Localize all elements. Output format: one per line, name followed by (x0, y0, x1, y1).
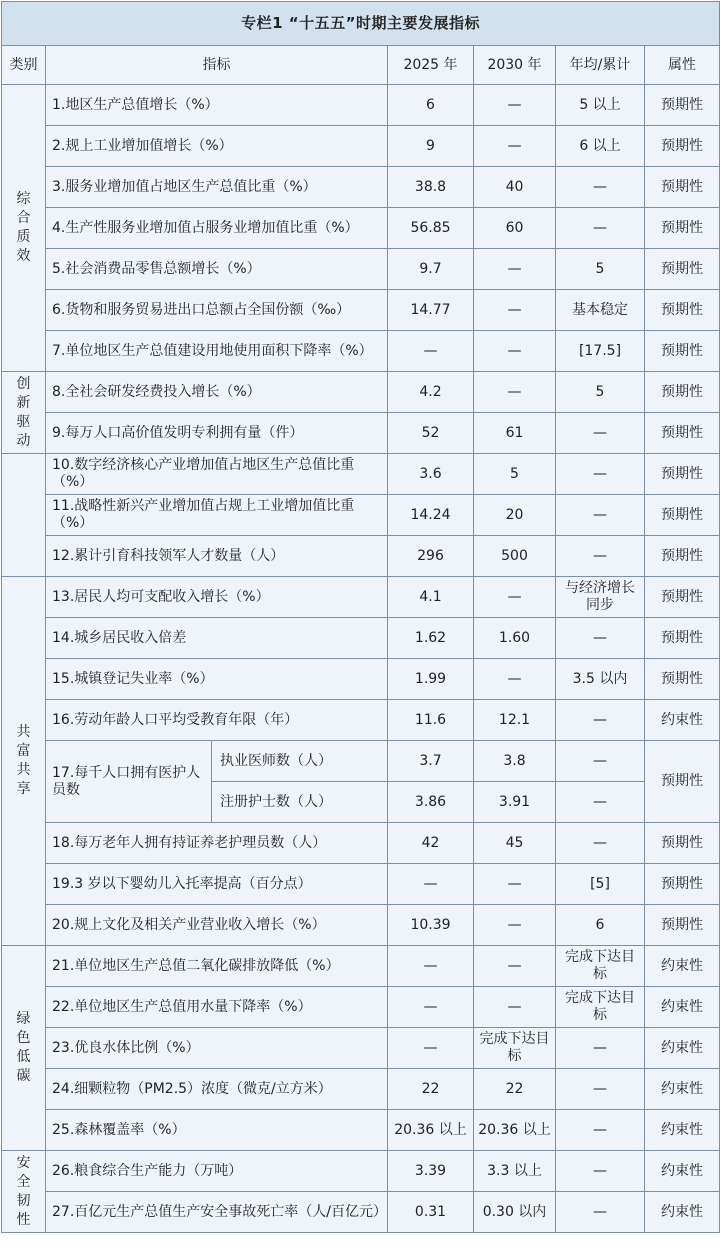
value-2030: — (474, 987, 556, 1028)
value-2030: — (474, 331, 556, 372)
table-row (2, 823, 720, 864)
indicator-name: 24.细颗粒物（PM2.5）浓度（微克/立方米） (46, 1069, 388, 1110)
value-2030: — (474, 249, 556, 290)
value-2025: 3.7 (388, 741, 474, 782)
category-cell (2, 85, 46, 372)
value-avg: — (556, 782, 645, 823)
value-attr: 预期性 (645, 741, 720, 823)
value-avg: — (556, 1110, 645, 1151)
value-avg: — (556, 1192, 645, 1233)
value-attr: 约束性 (645, 987, 720, 1028)
indicator-name: 3.服务业增加值占地区生产总值比重（%） (46, 167, 388, 208)
value-attr: 约束性 (645, 1028, 720, 1069)
value-avg: 5 (556, 249, 645, 290)
table-row (2, 331, 720, 372)
value-attr: 预期性 (645, 290, 720, 331)
category-label: 综合质效 (16, 191, 31, 264)
table-row (2, 1069, 720, 1110)
value-avg: 完成下达目标 (556, 987, 645, 1028)
value-2030: 20 (474, 495, 556, 536)
value-2030: 22 (474, 1069, 556, 1110)
table-row (2, 454, 720, 495)
indicator-name: 2.规上工业增加值增长（%） (46, 126, 388, 167)
value-2025: 20.36 以上 (388, 1110, 474, 1151)
value-avg: — (556, 823, 645, 864)
category-cell (2, 454, 46, 577)
value-2025: 14.77 (388, 290, 474, 331)
value-2030: 5 (474, 454, 556, 495)
value-2030: — (474, 85, 556, 126)
value-2030: — (474, 864, 556, 905)
value-attr: 预期性 (645, 126, 720, 167)
indicator-name: 23.优良水体比例（%） (46, 1028, 388, 1069)
value-attr: 预期性 (645, 577, 720, 618)
category-label: 绿色低碳 (16, 1011, 31, 1084)
value-avg: 5 以上 (556, 85, 645, 126)
indicator-name: 27.百亿元生产总值生产安全事故死亡率（人/百亿元） (46, 1192, 388, 1233)
header-indicator: 指标 (46, 46, 388, 85)
table-row (2, 167, 720, 208)
value-2025: 6 (388, 85, 474, 126)
value-2030: 500 (474, 536, 556, 577)
value-attr: 预期性 (645, 208, 720, 249)
value-2025: 10.39 (388, 905, 474, 946)
value-2030: 20.36 以上 (474, 1110, 556, 1151)
indicator-name: 13.居民人均可支配收入增长（%） (46, 577, 388, 618)
table-row (2, 126, 720, 167)
header-attr: 属性 (645, 46, 720, 85)
value-avg: — (556, 1069, 645, 1110)
value-2025: 42 (388, 823, 474, 864)
table-title: 专栏1 “十五五”时期主要发展指标 (2, 2, 720, 46)
value-2030: 40 (474, 167, 556, 208)
indicator-name: 25.森林覆盖率（%） (46, 1110, 388, 1151)
category-label: 安全韧性 (16, 1154, 31, 1228)
value-2025: — (388, 987, 474, 1028)
indicator-name: 11.战略性新兴产业增加值占规上工业增加值比重（%） (46, 495, 388, 536)
value-attr: 预期性 (645, 536, 720, 577)
table-row (2, 495, 720, 536)
value-avg: — (556, 454, 645, 495)
indicator-name: 4.生产性服务业增加值占服务业增加值比重（%） (46, 208, 388, 249)
table-row (2, 1192, 720, 1233)
indicator-name: 12.累计引育科技领军人才数量（人） (46, 536, 388, 577)
table-row (2, 618, 720, 659)
table-row (2, 372, 720, 413)
indicator-name: 16.劳动年龄人口平均受教育年限（年） (46, 700, 388, 741)
indicator-name: 18.每万老年人拥有持证养老护理员数（人） (46, 823, 388, 864)
indicator-name: 9.每万人口高价值发明专利拥有量（件） (46, 413, 388, 454)
table-row (2, 1028, 720, 1069)
category-label: 创新驱动 (16, 375, 31, 449)
value-avg: 与经济增长同步 (556, 577, 645, 618)
value-avg: [17.5] (556, 331, 645, 372)
value-avg: 基本稳定 (556, 290, 645, 331)
value-2025: — (388, 331, 474, 372)
value-avg: — (556, 741, 645, 782)
category-cell (2, 372, 46, 454)
value-2025: 9 (388, 126, 474, 167)
value-2030: 3.3 以上 (474, 1151, 556, 1192)
value-avg: — (556, 700, 645, 741)
value-2030: 12.1 (474, 700, 556, 741)
indicator-name: 22.单位地区生产总值用水量下降率（%） (46, 987, 388, 1028)
value-2025: — (388, 864, 474, 905)
header-2030: 2030 年 (474, 46, 556, 85)
value-attr: 预期性 (645, 85, 720, 126)
value-attr: 预期性 (645, 495, 720, 536)
indicator-name: 21.单位地区生产总值二氧化碳排放降低（%） (46, 946, 388, 987)
value-avg: — (556, 1028, 645, 1069)
value-avg: — (556, 1151, 645, 1192)
value-attr: 约束性 (645, 700, 720, 741)
sub-indicator-name: 执业医师数（人） (212, 741, 388, 782)
value-attr: 预期性 (645, 864, 720, 905)
value-attr: 约束性 (645, 1069, 720, 1110)
value-2025: 3.6 (388, 454, 474, 495)
value-2030: — (474, 905, 556, 946)
indicator-name: 7.单位地区生产总值建设用地使用面积下降率（%） (46, 331, 388, 372)
table-row (2, 249, 720, 290)
value-2025: 296 (388, 536, 474, 577)
value-attr: 约束性 (645, 946, 720, 987)
category-cell (2, 577, 46, 946)
indicator-name: 5.社会消费品零售总额增长（%） (46, 249, 388, 290)
table-row (2, 85, 720, 126)
value-avg: 完成下达目标 (556, 946, 645, 987)
value-2030: — (474, 577, 556, 618)
value-2030: — (474, 290, 556, 331)
value-avg: — (556, 495, 645, 536)
indicator-name: 14.城乡居民收入倍差 (46, 618, 388, 659)
sub-indicator-name: 注册护士数（人） (212, 782, 388, 823)
value-2030: 45 (474, 823, 556, 864)
value-attr: 预期性 (645, 454, 720, 495)
indicator-name: 26.粮食综合生产能力（万吨） (46, 1151, 388, 1192)
indicator-name: 10.数字经济核心产业增加值占地区生产总值比重（%） (46, 454, 388, 495)
category-cell (2, 1151, 46, 1233)
value-2030: 3.8 (474, 741, 556, 782)
value-attr: 预期性 (645, 331, 720, 372)
value-2030: 1.60 (474, 618, 556, 659)
indicator-name: 1.地区生产总值增长（%） (46, 85, 388, 126)
value-2025: 1.62 (388, 618, 474, 659)
value-avg: — (556, 208, 645, 249)
value-2025: 11.6 (388, 700, 474, 741)
value-2030: — (474, 372, 556, 413)
table-row (2, 700, 720, 741)
value-2025: 3.86 (388, 782, 474, 823)
header-category: 类别 (2, 46, 46, 85)
indicator-name: 19.3 岁以下婴幼儿入托率提高（百分点） (46, 864, 388, 905)
value-attr: 预期性 (645, 905, 720, 946)
value-2030: 3.91 (474, 782, 556, 823)
value-attr: 预期性 (645, 618, 720, 659)
value-2025: 9.7 (388, 249, 474, 290)
header-2025: 2025 年 (388, 46, 474, 85)
indicator-name: 6.货物和服务贸易进出口总额占全国份额（‰） (46, 290, 388, 331)
value-attr: 预期性 (645, 249, 720, 290)
value-avg: — (556, 413, 645, 454)
table-row (2, 208, 720, 249)
value-2025: — (388, 946, 474, 987)
value-2030: — (474, 126, 556, 167)
table-row (2, 577, 720, 618)
value-2025: 22 (388, 1069, 474, 1110)
value-avg: 6 (556, 905, 645, 946)
category-cell (2, 946, 46, 1151)
value-2025: 14.24 (388, 495, 474, 536)
table-row (2, 905, 720, 946)
value-2025: 1.99 (388, 659, 474, 700)
value-attr: 预期性 (645, 372, 720, 413)
table-row (2, 741, 720, 782)
table-row (2, 536, 720, 577)
value-avg: 3.5 以内 (556, 659, 645, 700)
indicator-name: 17.每千人口拥有医护人员数 (46, 741, 212, 823)
category-label: 共富共享 (16, 724, 31, 797)
value-2025: 52 (388, 413, 474, 454)
table-row (2, 290, 720, 331)
value-attr: 约束性 (645, 1192, 720, 1233)
value-2025: 3.39 (388, 1151, 474, 1192)
value-avg: — (556, 167, 645, 208)
table-row (2, 987, 720, 1028)
table-row (2, 1110, 720, 1151)
value-2025: — (388, 1028, 474, 1069)
value-2025: 38.8 (388, 167, 474, 208)
table-row (2, 946, 720, 987)
value-2030: 60 (474, 208, 556, 249)
value-attr: 约束性 (645, 1110, 720, 1151)
value-avg: 5 (556, 372, 645, 413)
value-attr: 预期性 (645, 413, 720, 454)
value-2025: 0.31 (388, 1192, 474, 1233)
value-2025: 56.85 (388, 208, 474, 249)
value-2030: 完成下达目标 (474, 1028, 556, 1069)
value-attr: 约束性 (645, 1151, 720, 1192)
indicator-name: 20.规上文化及相关产业营业收入增长（%） (46, 905, 388, 946)
value-2030: — (474, 659, 556, 700)
value-avg: 6 以上 (556, 126, 645, 167)
value-2030: 61 (474, 413, 556, 454)
value-2025: 4.1 (388, 577, 474, 618)
value-avg: — (556, 536, 645, 577)
table-row (2, 864, 720, 905)
value-2030: 0.30 以内 (474, 1192, 556, 1233)
indicator-table (1, 1, 720, 1233)
indicator-name: 8.全社会研发经费投入增长（%） (46, 372, 388, 413)
indicator-name: 15.城镇登记失业率（%） (46, 659, 388, 700)
table-row (2, 659, 720, 700)
value-2030: — (474, 946, 556, 987)
value-attr: 预期性 (645, 823, 720, 864)
value-attr: 预期性 (645, 659, 720, 700)
table-row (2, 413, 720, 454)
value-avg: [5] (556, 864, 645, 905)
value-attr: 预期性 (645, 167, 720, 208)
value-avg: — (556, 618, 645, 659)
value-2025: 4.2 (388, 372, 474, 413)
table-row (2, 1151, 720, 1192)
header-avg: 年均/累计 (556, 46, 645, 85)
